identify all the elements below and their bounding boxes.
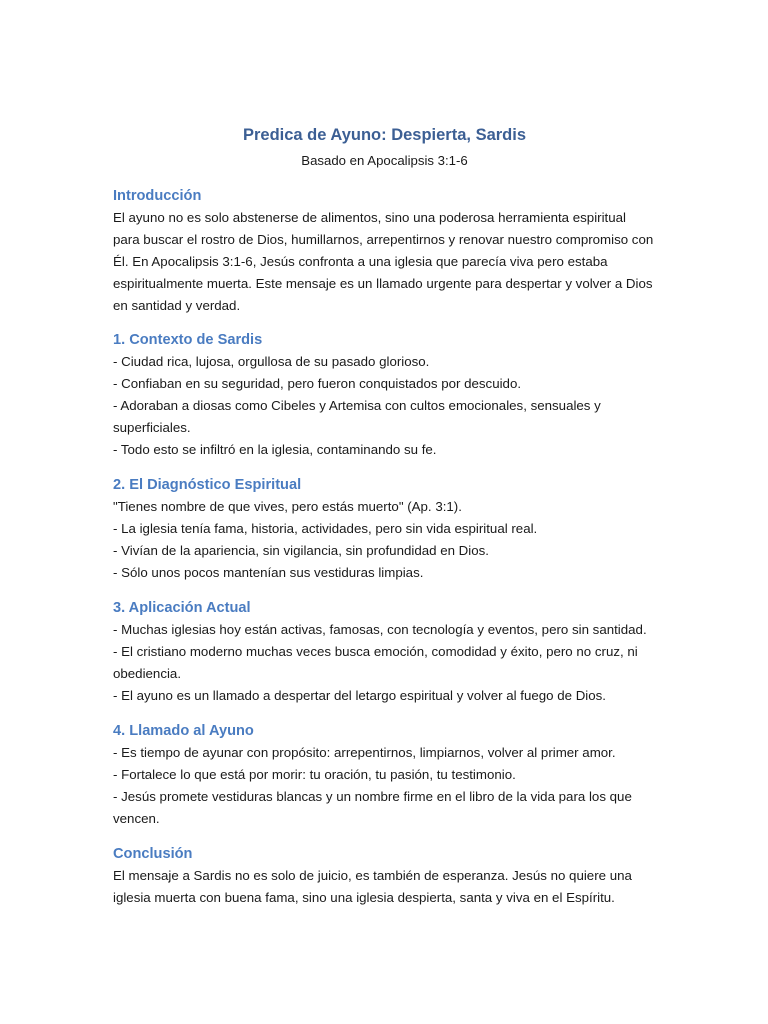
bullet-line: - Adoraban a diosas como Cibeles y Artemisa con cultos emocionales, sensuales y superficiales. — [113, 398, 601, 435]
section-introduccion — [113, 185, 656, 317]
bullet-line: - Muchas iglesias hoy están activas, famosas, con tecnología y eventos, pero sin santidad. — [113, 622, 647, 637]
section-heading: 3. Aplicación Actual — [113, 600, 251, 616]
section-heading: 4. Llamado al Ayuno — [113, 723, 254, 739]
bullet-line: - Todo esto se infiltró en la iglesia, contaminando su fe. — [113, 442, 437, 457]
section-heading: 1. Contexto de Sardis — [113, 332, 263, 348]
section-heading: 2. El Diagnóstico Espiritual — [113, 477, 302, 493]
bullet-line: - Fortalece lo que está por morir: tu oración, tu pasión, tu testimonio. — [113, 767, 516, 782]
section-paragraph: El mensaje a Sardis no es solo de juicio, es también de esperanza. Jesús no quiere una iglesia muerta con buena fama, sino una iglesia despierta, santa y viva en el Espíritu. — [113, 868, 632, 905]
section-heading: Introducción — [113, 188, 202, 204]
bullet-line: - Es tiempo de ayunar con propósito: arrepentirnos, limpiarnos, volver al primer amor. — [113, 745, 616, 760]
bullet-line: - Sólo unos pocos mantenían sus vestiduras limpias. — [113, 565, 424, 580]
section-contexto-de-sardis — [113, 329, 656, 461]
section-llamado-al-ayuno — [113, 720, 656, 830]
bullet-line: - Vivían de la apariencia, sin vigilancia, sin profundidad en Dios. — [113, 543, 489, 558]
bullet-line: - Ciudad rica, lujosa, orgullosa de su pasado glorioso. — [113, 354, 430, 369]
bullet-line: - El cristiano moderno muchas veces busca emoción, comodidad y éxito, pero no cruz, ni obediencia. — [113, 644, 638, 681]
document-title: Predica de Ayuno: Despierta, Sardis — [242, 126, 527, 144]
section-heading: Conclusión — [113, 846, 193, 862]
bullet-line: - El ayuno es un llamado a despertar del letargo espiritual y volver al fuego de Dios. — [113, 688, 606, 703]
document-subtitle: Basado en Apocalipsis 3:1-6 — [301, 153, 468, 168]
section-aplicacion-actual — [113, 597, 656, 707]
section-paragraph: El ayuno no es solo abstenerse de alimentos, sino una poderosa herramienta espiritual para buscar el rostro de Dios, humillarnos, arrepentirnos y renovar nuestro compromiso con Él. En Apocalipsis 3:1-6, Jesús confronta a una iglesia que parecía viva pero estaba espiritualmente muerta. Este mensaje es un llamado urgente para despertar y volver a Dios en santidad y verdad. — [113, 210, 654, 313]
quote-line: "Tienes nombre de que vives, pero estás muerto" (Ap. 3:1). — [113, 499, 462, 514]
bullet-line: - Jesús promete vestiduras blancas y un nombre firme en el libro de la vida para los que vencen. — [113, 789, 632, 826]
bullet-line: - La iglesia tenía fama, historia, actividades, pero sin vida espiritual real. — [113, 521, 538, 536]
bullet-line: - Confiaban en su seguridad, pero fueron conquistados por descuido. — [113, 376, 522, 391]
section-diagnostico-espiritual — [113, 474, 656, 584]
section-conclusion — [113, 843, 656, 909]
